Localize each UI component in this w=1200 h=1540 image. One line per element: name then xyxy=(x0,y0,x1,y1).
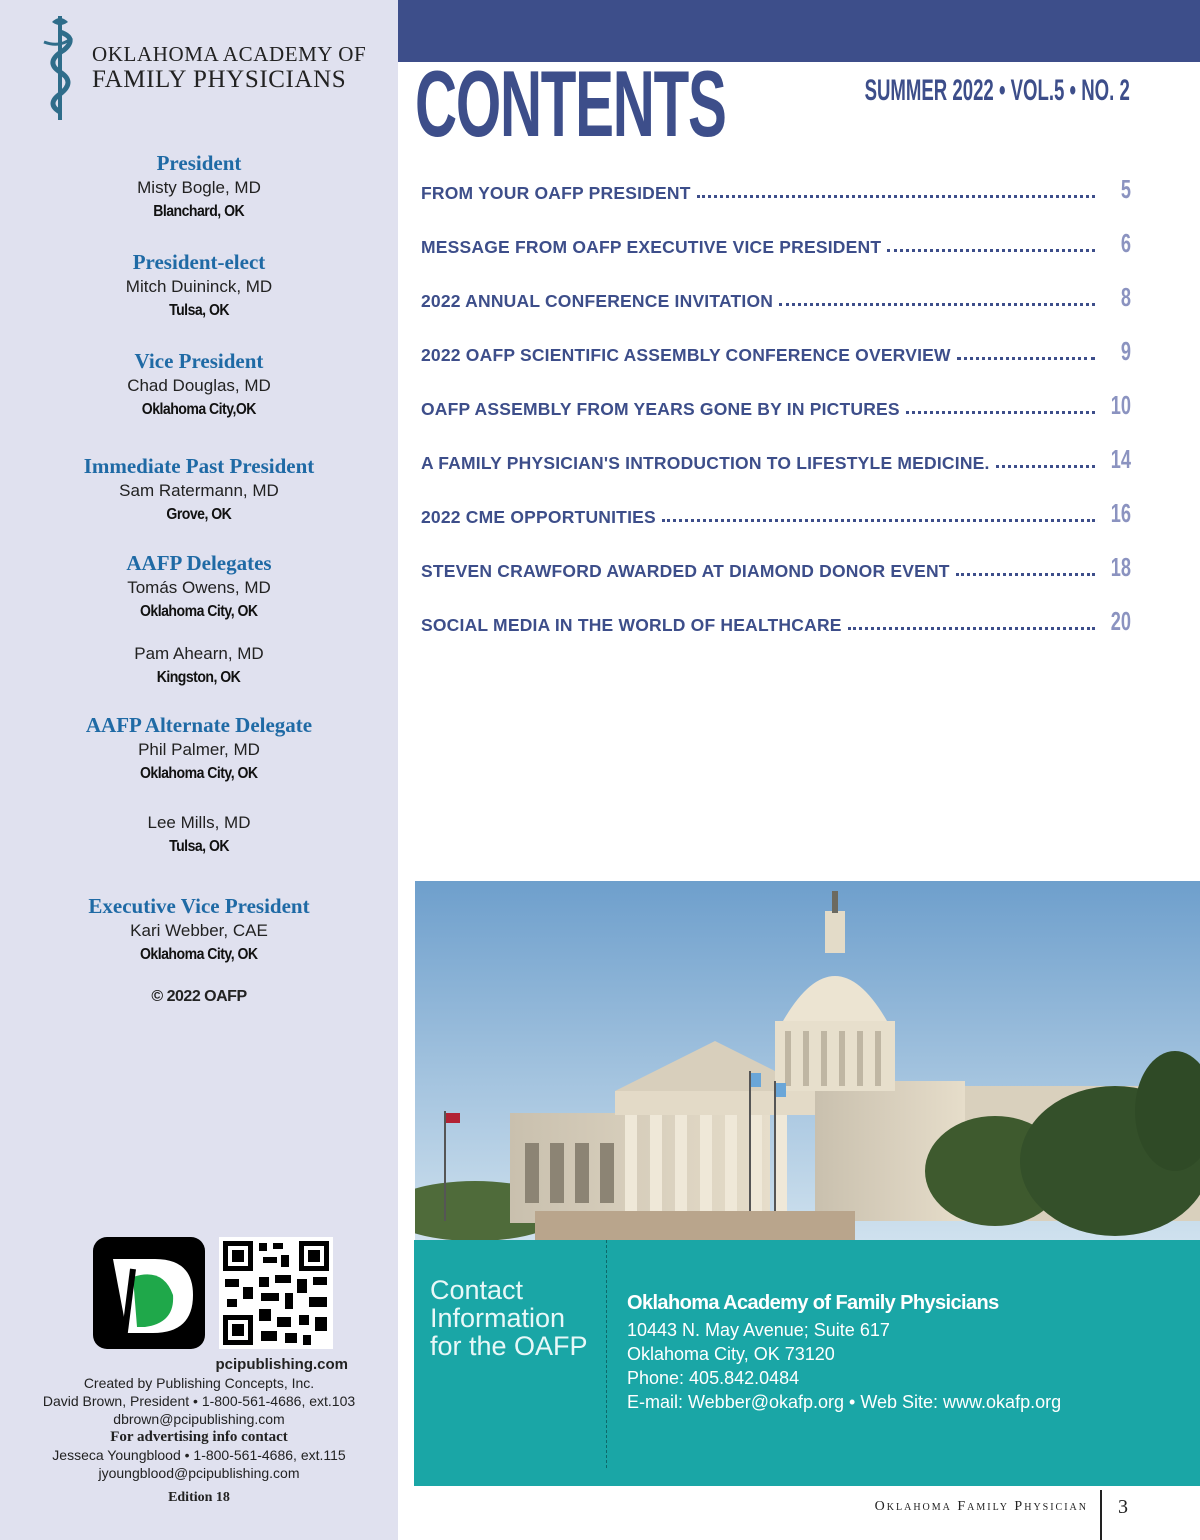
toc-label: MESSAGE FROM OAFP EXECUTIVE VICE PRESIDENT xyxy=(421,237,882,257)
toc-item[interactable] xyxy=(421,440,1131,474)
person-name: Phil Palmer, MD xyxy=(138,740,260,759)
toc-leader xyxy=(906,411,1095,414)
officer-vice-president xyxy=(0,348,398,422)
toc-item[interactable] xyxy=(421,332,1131,366)
toc-label: 2022 ANNUAL CONFERENCE INVITATION xyxy=(421,291,774,311)
role-title: President xyxy=(156,151,242,175)
person-name: Tomás Owens, MD xyxy=(127,578,271,597)
toc-leader xyxy=(956,573,1095,576)
toc-page: 8 xyxy=(1120,282,1131,312)
publisher-president-email[interactable]: dbrown@pcipublishing.com xyxy=(113,1411,285,1427)
toc-page: 5 xyxy=(1120,174,1131,204)
role-title: President-elect xyxy=(132,250,266,274)
publisher-president: David Brown, President • 1-800-561-4686, ext.103 xyxy=(42,1393,356,1409)
advertising-email[interactable]: jyoungblood@pcipublishing.com xyxy=(98,1465,300,1481)
toc-leader xyxy=(996,465,1095,468)
toc-item[interactable] xyxy=(421,548,1131,582)
toc-leader xyxy=(779,303,1095,306)
copyright: © 2022 OAFP xyxy=(151,988,247,1005)
person-name: Sam Ratermann, MD xyxy=(119,481,279,500)
capitol-building-image xyxy=(415,881,1200,1240)
qr-code xyxy=(219,1237,333,1349)
toc-label: 2022 OAFP SCIENTIFIC ASSEMBLY CONFERENCE OVERVIEW xyxy=(421,345,951,365)
toc-leader xyxy=(957,357,1095,360)
logo-line-1: OKLAHOMA ACADEMY OF xyxy=(92,42,367,66)
person-city: Blanchard, OK xyxy=(153,203,245,220)
capitol-photo xyxy=(415,881,1200,1240)
officer-aafp-alternate-delegate xyxy=(0,712,398,859)
contact-title: Contact Information for the OAFP xyxy=(430,1275,588,1361)
toc-label: 2022 CME OPPORTUNITIES xyxy=(421,507,656,527)
person-name: Pam Ahearn, MD xyxy=(134,644,264,663)
role-title: Executive Vice President xyxy=(88,894,310,918)
pci-publishing-logo xyxy=(93,1237,205,1349)
publisher-info xyxy=(0,1356,398,1482)
toc-leader xyxy=(662,519,1095,522)
toc-label: FROM YOUR OAFP PRESIDENT xyxy=(421,183,691,203)
logo-line-2: FAMILY PHYSICIANS xyxy=(92,66,347,93)
edition: Edition 18 xyxy=(168,1490,230,1505)
officer-immediate-past-president xyxy=(0,453,398,527)
toc-page: 14 xyxy=(1110,444,1131,474)
publisher-url[interactable]: pcipublishing.com xyxy=(215,1356,348,1373)
toc-item[interactable] xyxy=(421,602,1131,636)
toc-item[interactable] xyxy=(421,170,1131,204)
toc-page: 9 xyxy=(1120,336,1131,366)
officer-executive-vice-president xyxy=(0,893,398,967)
person-name: Lee Mills, MD xyxy=(147,813,251,832)
role-title: Immediate Past President xyxy=(83,454,315,478)
issue-info: SUMMER 2022 • VOL.5 • NO. 2 xyxy=(864,74,1130,107)
role-title: AAFP Alternate Delegate xyxy=(85,713,313,737)
toc-label: OAFP ASSEMBLY FROM YEARS GONE BY IN PICTURES xyxy=(421,399,900,419)
person-city: Oklahoma City, OK xyxy=(140,946,258,963)
contact-divider xyxy=(606,1240,607,1468)
caduceus-icon xyxy=(38,12,82,124)
sidebar xyxy=(0,0,398,1540)
toc-item[interactable] xyxy=(421,278,1131,312)
contact-address-2: Oklahoma City, OK 73120 xyxy=(627,1344,835,1364)
toc-item[interactable] xyxy=(421,386,1131,420)
toc-page: 18 xyxy=(1110,552,1131,582)
page-number: 3 xyxy=(1118,1496,1128,1518)
contact-web[interactable]: E-mail: Webber@okafp.org • Web Site: www.okafp.org xyxy=(627,1392,1062,1412)
contact-panel xyxy=(414,1240,1200,1486)
oafp-logo xyxy=(38,12,368,127)
pci-logo-icon xyxy=(93,1237,205,1349)
toc-item[interactable] xyxy=(421,224,1131,258)
contact-phone: Phone: 405.842.0484 xyxy=(627,1368,800,1388)
toc-page: 10 xyxy=(1110,390,1131,420)
qr-code-icon xyxy=(219,1237,333,1349)
person-city: Kingston, OK xyxy=(157,669,241,686)
role-title: Vice President xyxy=(134,349,264,373)
toc-item[interactable] xyxy=(421,494,1131,528)
person-city: Tulsa, OK xyxy=(169,838,229,855)
contact-address-1: 10443 N. May Avenue; Suite 617 xyxy=(627,1320,890,1340)
toc-leader xyxy=(887,249,1095,252)
person-name: Mitch Duininck, MD xyxy=(125,277,273,296)
toc-label: A FAMILY PHYSICIAN'S INTRODUCTION TO LIFESTYLE MEDICINE. xyxy=(421,453,990,473)
officer-president-elect xyxy=(0,249,398,323)
person-name: Misty Bogle, MD xyxy=(137,178,261,197)
toc-page: 6 xyxy=(1120,228,1131,258)
toc-page: 20 xyxy=(1110,606,1131,636)
contact-org: Oklahoma Academy of Family Physicians xyxy=(627,1292,999,1314)
advertising-heading: For advertising info contact xyxy=(110,1429,288,1445)
role-title: AAFP Delegates xyxy=(126,551,272,575)
footer-publication: Oklahoma Family Physician xyxy=(874,1499,1088,1514)
officer-president xyxy=(0,150,398,224)
toc-label: STEVEN CRAWFORD AWARDED AT DIAMOND DONOR EVENT xyxy=(421,561,950,581)
page-title: CONTENTS xyxy=(415,51,726,156)
person-city: Oklahoma City,OK xyxy=(141,401,257,418)
advertising-contact: Jesseca Youngblood • 1-800-561-4686, ext.115 xyxy=(52,1447,346,1463)
toc-page: 16 xyxy=(1110,498,1131,528)
toc-label: SOCIAL MEDIA IN THE WORLD OF HEALTHCARE xyxy=(421,615,842,635)
toc-leader xyxy=(848,627,1095,630)
footer-divider xyxy=(1100,1490,1102,1540)
officer-aafp-delegates xyxy=(0,550,398,690)
person-city: Oklahoma City, OK xyxy=(140,765,258,782)
person-city: Grove, OK xyxy=(166,506,232,523)
person-city: Tulsa, OK xyxy=(169,302,229,319)
person-name: Chad Douglas, MD xyxy=(127,376,271,395)
toc-leader xyxy=(697,195,1095,198)
publisher-created-by: Created by Publishing Concepts, Inc. xyxy=(83,1375,315,1391)
person-city: Oklahoma City, OK xyxy=(140,603,258,620)
person-name: Kari Webber, CAE xyxy=(130,921,268,940)
